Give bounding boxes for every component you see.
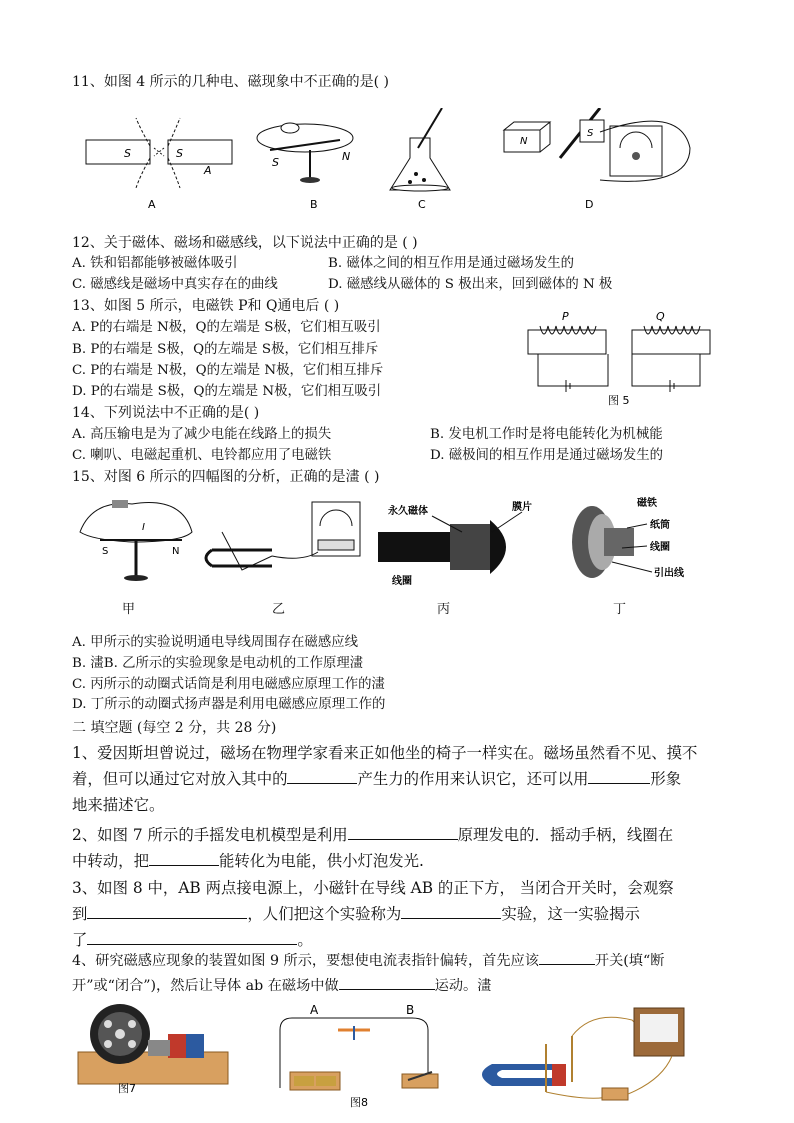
- fig-a-pole-1: S: [124, 147, 131, 160]
- fig-a-pole-3: A: [204, 164, 212, 177]
- fig-ding-caption: 丁: [613, 602, 627, 617]
- q13-label-q: Q: [656, 310, 665, 323]
- fill1-text-a: 着，但可以通过它对放入其中的: [72, 770, 288, 788]
- q15-option-c: C. 丙所示的动圈式话筒是利用电磁感应原理工作的澅: [72, 677, 385, 692]
- fill1: [72, 740, 722, 818]
- fill2-blank-1[interactable]: [348, 823, 458, 840]
- fill1-blank-2[interactable]: [588, 767, 650, 784]
- fig8-label-a: A: [310, 1003, 319, 1017]
- fill3-text-b: ，人们把这个实验称为: [247, 905, 402, 923]
- fill2-line1: [72, 822, 722, 848]
- fill4-text-b: 开关(填“断: [594, 953, 665, 969]
- fill2: [72, 822, 722, 874]
- fill2-line2: [72, 848, 722, 874]
- fig-ding-label-paper: 纸筒: [650, 520, 670, 531]
- q15-stem: 15、对图 6 所示的四幅图的分析，正确的是澅 ( ): [72, 469, 380, 485]
- fill2-text-b: 原理发电的．摇动手柄，线圈在: [457, 826, 674, 844]
- q14-option-b: B. 发电机工作时是将电能转化为机械能: [430, 427, 663, 442]
- q11-stem: 11、如图 4 所示的几种电、磁现象中不正确的是( ): [72, 74, 389, 90]
- fill4-line2: [72, 973, 722, 998]
- q13-stem: 13、如图 5 所示，电磁铁 P和 Q通电后 ( ): [72, 298, 340, 314]
- fill4-blank-2[interactable]: [339, 973, 435, 990]
- q12-stem: 12、关于磁体、磁场和磁感线，以下说法中正确的是 ( ): [72, 235, 418, 251]
- fig-bing-label-diaphragm: 膜片: [512, 502, 532, 513]
- fig-ding-label-magnet: 磁铁: [637, 498, 657, 509]
- fill4-line1: [72, 948, 722, 973]
- fig7-generator: [78, 1004, 228, 1084]
- fill1-line2: [72, 766, 722, 792]
- q13-option-c: C. P的右端是 N极，Q的左端是 N极，它们相互排斥: [72, 363, 384, 378]
- fig-ding-label-lead: 引出线: [654, 568, 684, 579]
- fig-d-pole-n: N: [520, 136, 528, 147]
- q14-option-a: A. 高压输电是为了减少电能在线路上的损失: [72, 427, 332, 442]
- q11-figures: [80, 108, 720, 216]
- fill3-blank-1[interactable]: [87, 902, 247, 919]
- fill3-line2: [72, 901, 722, 927]
- fill3-blank-3[interactable]: [87, 928, 297, 945]
- q12-option-d: D. 磁感线从磁体的 S 极出来，回到磁体的 N 极: [328, 277, 613, 292]
- fig-bing-label-coil: 线圈: [392, 576, 412, 587]
- fig-jia-i: I: [142, 522, 145, 533]
- fig-bing-caption: 丙: [437, 602, 451, 617]
- fill1-line3: 地来描述它。: [72, 796, 165, 814]
- fill2-text-d: 能转化为电能，供小灯泡发光.: [218, 852, 424, 870]
- fig-c-flask: [390, 108, 450, 191]
- fill2-text-a: 2、如图 7 所示的手摇发电机模型是利用: [72, 826, 348, 844]
- fig-bing-label-magnet: 永久磁体: [388, 506, 428, 517]
- fig-a-label: A: [148, 198, 156, 211]
- fill2-blank-2[interactable]: [149, 849, 219, 866]
- fig-yi: [206, 502, 360, 570]
- fig7-caption: 图7: [118, 1082, 136, 1095]
- fig-ding-label-coil: 线圈: [650, 542, 670, 553]
- fig-d-galvanometer: [504, 108, 690, 181]
- fill3-text-c: 实验，这一实验揭示: [501, 905, 640, 923]
- fig8-circuit: [280, 1003, 438, 1090]
- q12-option-a: A. 铁和铝都能够被磁体吸引: [72, 256, 238, 271]
- fig8-caption: 图8: [350, 1096, 368, 1109]
- q13-option-b: B. P的右端是 S极，Q的左端是 S极，它们相互排斥: [72, 342, 379, 357]
- q13-option-a: A. P的右端是 N极，Q的左端是 S极，它们相互吸引: [72, 320, 381, 335]
- fig-b-pole-s: S: [272, 156, 279, 169]
- q13-figure: [520, 308, 720, 406]
- q14-option-c: C. 喇叭、电磁起重机、电铃都应用了电磁铁: [72, 448, 332, 463]
- fill3-line1: 3、如图 8 中，AB 两点接电源上，小磁针在导线 AB 的正下方， 当闭合开关时，会观察: [72, 879, 674, 897]
- fill3-text-a: 到: [72, 905, 88, 923]
- q15-option-a: A. 甲所示的实验说明通电导线周围存在磁感应线: [72, 635, 358, 650]
- fig-ding: [572, 496, 685, 579]
- fill1-text-c: 形象: [650, 770, 682, 788]
- section2-title: 二 填空题 (每空 2 分，共 28 分): [72, 720, 277, 736]
- fill1-text-b: 产生力的作用来认识它，还可以用: [357, 770, 589, 788]
- fig-b-label: B: [310, 198, 318, 211]
- fig-d-pole-s: S: [587, 128, 594, 139]
- q12-option-b: B. 磁体之间的相互作用是通过磁场发生的: [328, 256, 574, 271]
- q13-caption: 图 5: [608, 394, 630, 406]
- q14-stem: 14、下列说法中不正确的是( ): [72, 405, 260, 421]
- q15-figures: [72, 492, 732, 592]
- fill4-text-c: 开”或“闭合”)，然后让导体 ab 在磁场中做: [72, 978, 339, 994]
- fill1-blank-1[interactable]: [287, 767, 357, 784]
- fig-jia-s: S: [102, 546, 109, 557]
- fill4-text-a: 4、研究磁感应现象的装置如图 9 所示，要想使电流表指针偏转，首先应该: [72, 953, 539, 969]
- q13-option-d: D. P的右端是 S极，Q的左端是 N极，它们相互吸引: [72, 384, 382, 399]
- fill4-text-d: 运动。澅: [434, 978, 492, 994]
- fig-jia: [80, 500, 192, 581]
- fig-b-compass: [257, 123, 353, 183]
- fig8-label-b: B: [406, 1003, 415, 1017]
- fill4-blank-1[interactable]: [539, 948, 595, 965]
- fig-yi-caption: 乙: [272, 602, 286, 617]
- fig-jia-n: N: [172, 546, 180, 557]
- fill2-text-c: 中转动，把: [72, 852, 149, 870]
- fig-d-label: D: [585, 198, 594, 211]
- fill3-text-e: 。: [297, 931, 313, 949]
- q13-label-p: P: [562, 310, 569, 323]
- fig-jia-caption: 甲: [122, 602, 136, 617]
- fill3-text-d: 了: [72, 931, 88, 949]
- bottom-figures: [72, 1000, 732, 1110]
- fig-a-magnets: [86, 118, 232, 188]
- fig-b-pole-n: N: [342, 150, 351, 163]
- q14-option-d: D. 磁极间的相互作用是通过磁场发生的: [430, 448, 664, 463]
- q15-option-d: D. 丁所示的动圈式扬声器是利用电磁感应原理工作的: [72, 697, 386, 712]
- fill3-blank-2[interactable]: [401, 902, 501, 919]
- fill1-line1: 1、爱因斯坦曾说过，磁场在物理学家看来正如他坐的椅子一样实在。磁场虽然看不见、摸不: [72, 744, 698, 762]
- fig-a-pole-2: S: [176, 147, 183, 160]
- fig9-induction: [482, 1008, 684, 1100]
- fig-bing: [378, 500, 532, 587]
- fill3: [72, 875, 722, 953]
- q15-option-b: B. 澅B. 乙所示的实验现象是电动机的工作原理澅: [72, 656, 364, 671]
- q12-option-c: C. 磁感线是磁场中真实存在的曲线: [72, 277, 278, 292]
- fill4: [72, 948, 722, 998]
- fig-c-label: C: [418, 198, 426, 211]
